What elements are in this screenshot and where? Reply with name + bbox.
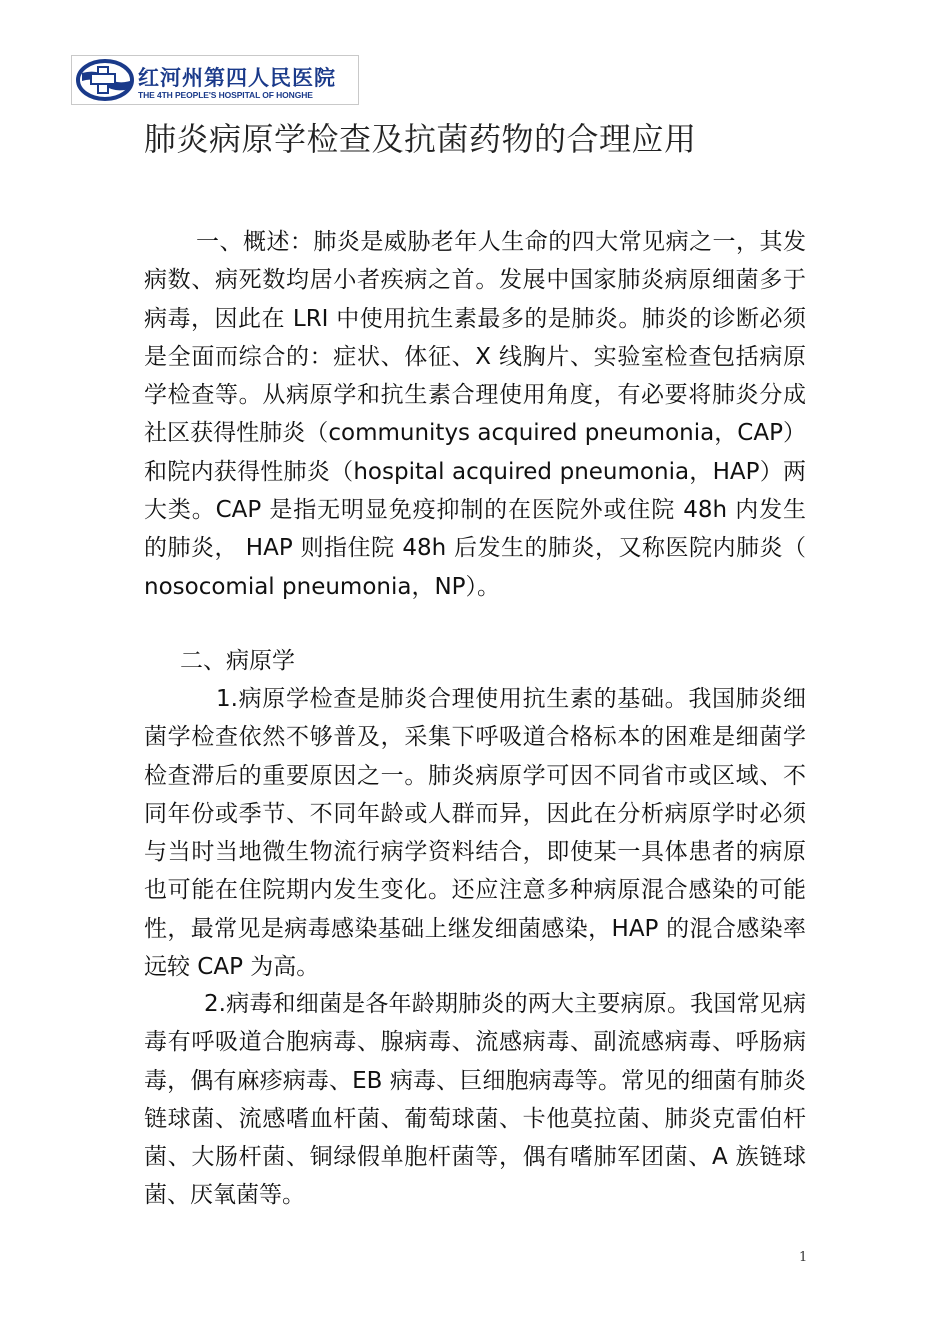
hospital-cross-icon: [76, 59, 134, 101]
page-number: 1: [799, 1250, 808, 1265]
hospital-logo: [71, 55, 359, 105]
document-title: 肺炎病原学检查及抗菌药物的合理应用: [144, 120, 697, 158]
paragraph-overview: 一、概述：肺炎是威胁老年人生命的四大常见病之一，其发病数、病死数均居小者疾病之首。发展中国家肺炎病原细菌多于病毒，因此在 LRI 中使用抗生素最多的是肺炎。肺炎的诊断必须是全面而综合的：症状、体征、X 线胸片、实验室检查包括病原学检查等。从病原学和抗生素合理使用角度，有必要将肺炎分成社区获得性肺炎（communitys acquired pneumonia，CAP）和院内获得性肺炎（hospital acquired pneumonia，HAP）两大类。CAP 是指无明显免疫抑制的在医院外或住院 48h 内发生的肺炎， HAP 则指住院 48h 后发生的肺炎，又称医院内肺炎（ nosocomial pneumonia，NP）。: [144, 229, 806, 600]
paragraph-etiology-1: 1.病原学检查是肺炎合理使用抗生素的基础。我国肺炎细菌学检查依然不够普及，采集下呼吸道合格标本的困难是细菌学检查滞后的重要原因之一。肺炎病原学可因不同省市或区域、不同年份或季节、不同年龄或人群而异，因此在分析病原学时必须与当时当地微生物流行病学资料结合，即使某一具体患者的病原也可能在住院期内发生变化。还应注意多种病原混合感染的可能性，最常见是病毒感染基础上继发细菌感染，HAP 的混合感染率远较 CAP 为高。: [144, 686, 806, 981]
section-heading-etiology: 二、病原学: [180, 648, 295, 674]
logo-chinese-name: 红河州第四人民医院: [138, 66, 336, 90]
paragraph-etiology-2: 2.病毒和细菌是各年龄期肺炎的两大主要病原。我国常见病毒有呼吸道合胞病毒、腺病毒、流感病毒、副流感病毒、呼肠病毒，偶有麻疹病毒、EB 病毒、巨细胞病毒等。常见的细菌有肺炎链球菌、流感嗜血杆菌、葡萄球菌、卡他莫拉菌、肺炎克雷伯杆菌、大肠杆菌、铜绿假单胞杆菌等，偶有嗜肺军团菌、A 族链球菌、厌氧菌等。: [144, 991, 806, 1209]
logo-english-name: THE 4TH PEOPLE'S HOSPITAL OF HONGHE: [138, 90, 313, 100]
